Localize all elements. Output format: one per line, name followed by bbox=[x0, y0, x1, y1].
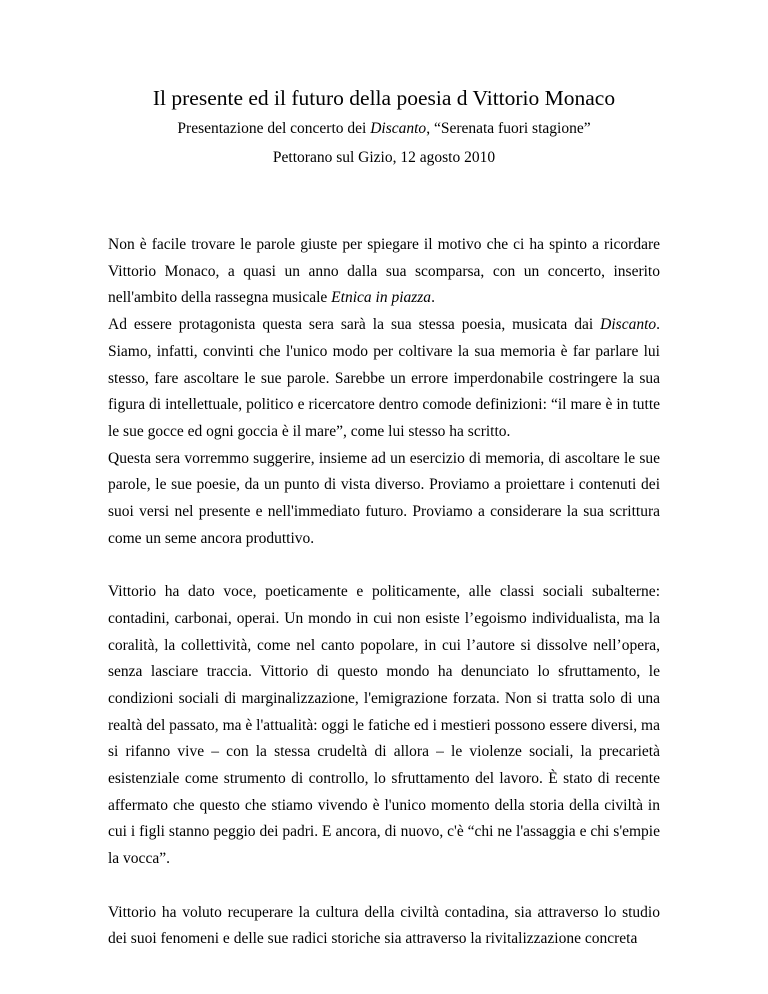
subtitle-text-end: , “Serenata fuori stagione” bbox=[426, 120, 591, 137]
paragraph-gap bbox=[108, 873, 660, 900]
document-body bbox=[108, 232, 660, 953]
subtitle-italic-text: Discanto bbox=[370, 120, 427, 137]
paragraph: Vittorio ha voluto recuperare la cultura della civiltà contadina, sia attraverso lo studio dei suoi fenomeni e delle sue radici storiche sia attraverso la rivitalizzazione concreta bbox=[108, 903, 660, 948]
paragraph-text-end: . bbox=[431, 289, 435, 307]
paragraph-italic-text: Etnica in piazza bbox=[331, 289, 432, 307]
paragraph-italic-text: Discanto bbox=[600, 316, 657, 334]
paragraph-text-end: . Siamo, infatti, convinti che l'unico modo per coltivare la sua memoria è far parlare lui stesso, fare ascoltare le sue parole. Sarebbe un errore imperdonabile costringere la sua figura di intellettuale, politico e ricercatore dentro comode definizioni: “il mare è in tutte le sue gocce ed ogni goccia è il mare”, come lui stesso ha scritto. bbox=[108, 316, 660, 440]
paragraph-text: Ad essere protagonista questa sera sarà la sua stessa poesia, musicata dai bbox=[108, 316, 601, 334]
subtitle-text: Presentazione del concerto dei bbox=[177, 120, 371, 137]
paragraph bbox=[108, 232, 660, 312]
document-title: Il presente ed il futuro della poesia d Vittorio Monaco bbox=[152, 86, 616, 110]
paragraph-text: Non è facile trovare le parole giuste per spiegare il motivo che ci ha spinto a ricordare Vittorio Monaco, a quasi un anno dalla sua scomparsa, con un concerto, inserito nell'ambito della rassegna musicale bbox=[108, 236, 660, 307]
paragraph bbox=[108, 312, 660, 446]
paragraph-gap bbox=[108, 552, 660, 579]
paragraph: Questa sera vorremmo suggerire, insieme ad un esercizio di memoria, di ascoltare le sue parole, le sue poesie, da un punto di vista diverso. Proviamo a proiettare i contenuti dei suoi versi nel presente e nell'immediato futuro. Proviamo a considerare la sua scrittura come un seme ancora produttivo. bbox=[108, 449, 660, 547]
document-place-date: Pettorano sul Gizio, 12 agosto 2010 bbox=[272, 149, 496, 166]
paragraph: Vittorio ha dato voce, poeticamente e politicamente, alle classi sociali subalterne: contadini, carbonai, operai. Un mondo in cui non esiste l’egoismo individualista, ma la coralità, la collettività, come nel canto popolare, in cui l’autore si dissolve nell’opera, senza lasciare traccia. Vittorio di questo mondo ha denunciato lo sfruttamento, le condizioni sociali di marginalizzazione, l'emigrazione forzata. Non si tratta solo di una realtà del passato, ma è l'attualità: oggi le fatiche ed i mestieri possono essere diversi, ma si rifanno vive – con la stessa crudeltà di allora – le violenze sociali, la precarietà esistenziale come strumento di controllo, lo sfruttamento del lavoro. È stato di recente affermato che questo che stiamo vivendo è l'unico momento della storia della civiltà in cui i figli stanno peggio dei padri. E ancora, di nuovo, c'è “chi ne l'assaggia e chi s'empie la vocca”. bbox=[108, 583, 660, 868]
document-subtitle bbox=[0, 119, 768, 139]
